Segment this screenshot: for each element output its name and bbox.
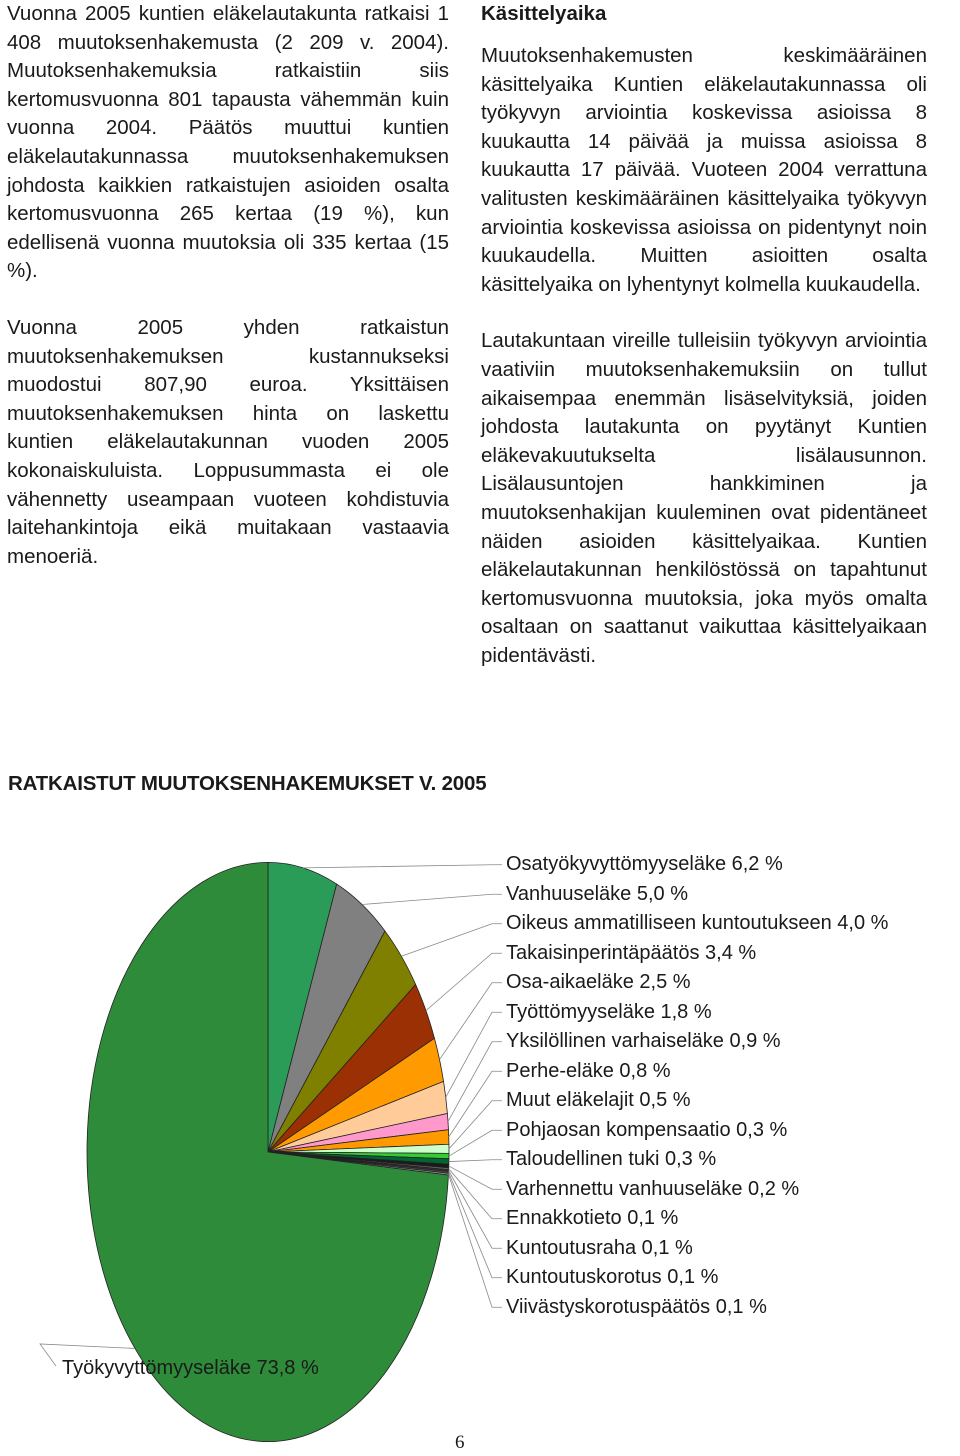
chart-title: RATKAISTUT MUUTOKSENHAKEMUKSET V. 2005 [8,772,487,795]
legend-item: Osa-aikaeläke 2,5 % [506,971,691,993]
legend-item: Pohjaosan kompensaatio 0,3 % [506,1118,788,1141]
legend-item: Viivästyskorotuspäätös 0,1 % [506,1295,767,1318]
section-heading: Käsittelyaika [481,2,607,25]
legend-item: Kuntoutuskorotus 0,1 % [506,1266,719,1288]
legend-item: Muut eläkelajit 0,5 % [506,1089,691,1111]
legend-item: Oikeus ammatilliseen kuntoutukseen 4,0 % [506,912,889,934]
left-paragraph-1: Vuonna 2005 kuntien eläkelautakunta ratkaisi 1 408 muutoksenhakemusta (2 209 v. 2004). Muutoksenhakemuksia ratkaistiin siis kertomusvuonna 801 tapausta vähemmän kuin vuonna 2004. Päätös muuttui kuntien eläkelautakunnassa muutoksenhakemuksen johdosta kaikkien ratkaistujen asioiden osalta kertomusvuonna 265 kertaa (19 %), kun edellisenä vuonna muutoksia oli 335 kertaa (15 %). [7,2,449,283]
leader-line [449,1130,502,1156]
chart-legend [506,850,888,1322]
left-paragraph-2: Vuonna 2005 yhden ratkaistun muutoksenhakemuksen kustannukseksi muodostui 807,90 euroa. Yksittäisen muutoksenhakemuksen hinta on laskettu kuntien eläkelautakunnan vuoden 2005 kokonaiskuluista. Loppusummasta ei ole vähennetty useampaan vuoteen kohdistuvia laitehankintoja eikä muitakaan vastaavia menoeriä. [7,315,449,568]
leader-line [303,865,502,868]
legend-item: Ennakkotieto 0,1 % [506,1207,679,1229]
leader-line [449,1160,502,1162]
legend-item: Varhennettu vanhuuseläke 0,2 % [506,1177,800,1200]
legend-item: Takaisinperintäpäätös 3,4 % [506,941,757,964]
leader-line [362,894,502,904]
leader-line [448,1174,502,1307]
page-number: 6 [455,1432,465,1453]
legend-item: Osatyökyvyttömyyseläke 6,2 % [506,853,783,875]
legend-item: Vanhuuseläke 5,0 % [506,882,688,905]
leader-line [449,1172,502,1277]
legend-item: Yksilöllinen varhaiseläke 0,9 % [506,1030,781,1052]
leader-line [449,1169,502,1219]
legend-item: Taloudellinen tuki 0,3 % [506,1148,717,1170]
right-paragraph-1: Muutoksenhakemusten keskimääräinen käsittelyaika Kuntien eläkelautakunnassa oli työkyvyn arviointia koskevissa asioissa 8 kuukautta 14 päivää ja muissa asioissa 8 kuukautta 17 päivää. Vuoteen 2004 verrattuna valitusten keskimääräinen käsittelyaika työkyvyn arviointia koskevissa asioissa on pidentynyt noin kuukaudella. Muitten asioitten osalta käsittelyaika on lyhentynyt kolmella kuukaudella. [481,44,927,296]
leader-line [448,1042,502,1122]
legend-item: Perhe-eläke 0,8 % [506,1059,671,1082]
leader-line [449,1071,502,1137]
leader-line [440,983,502,1060]
leader-line [401,924,502,956]
legend-item: Työttömyyseläke 1,8 % [506,1000,712,1023]
leader-line [426,953,502,1010]
main-slice-label: Työkyvyttömyyseläke 73,8 % [62,1357,319,1379]
leader-line [446,1012,502,1097]
legend-item: Kuntoutusraha 0,1 % [506,1236,693,1259]
right-paragraph-2: Lautakuntaan vireille tulleisiin työkyvyn arviointia vaativiin muutoksenhakemuksiin on tullut aikaisempaa enemmän lisäselvityksiä, joiden johdosta lautakunta on pyytänyt Kuntien eläkevakuutukselta lisälausunnon. Lisälausuntojen hankkiminen ja muutoksenhakijan kuuleminen ovat pidentäneet näiden asioiden käsittelyaikaa. Kuntien eläkelautakunnan henkilöstössä on tapahtunut kertomusvuonna muutoksia, joka myös omalta osaltaan on saattanut vaikuttaa käsittelyaikaan pidentävästi. [481,329,927,667]
